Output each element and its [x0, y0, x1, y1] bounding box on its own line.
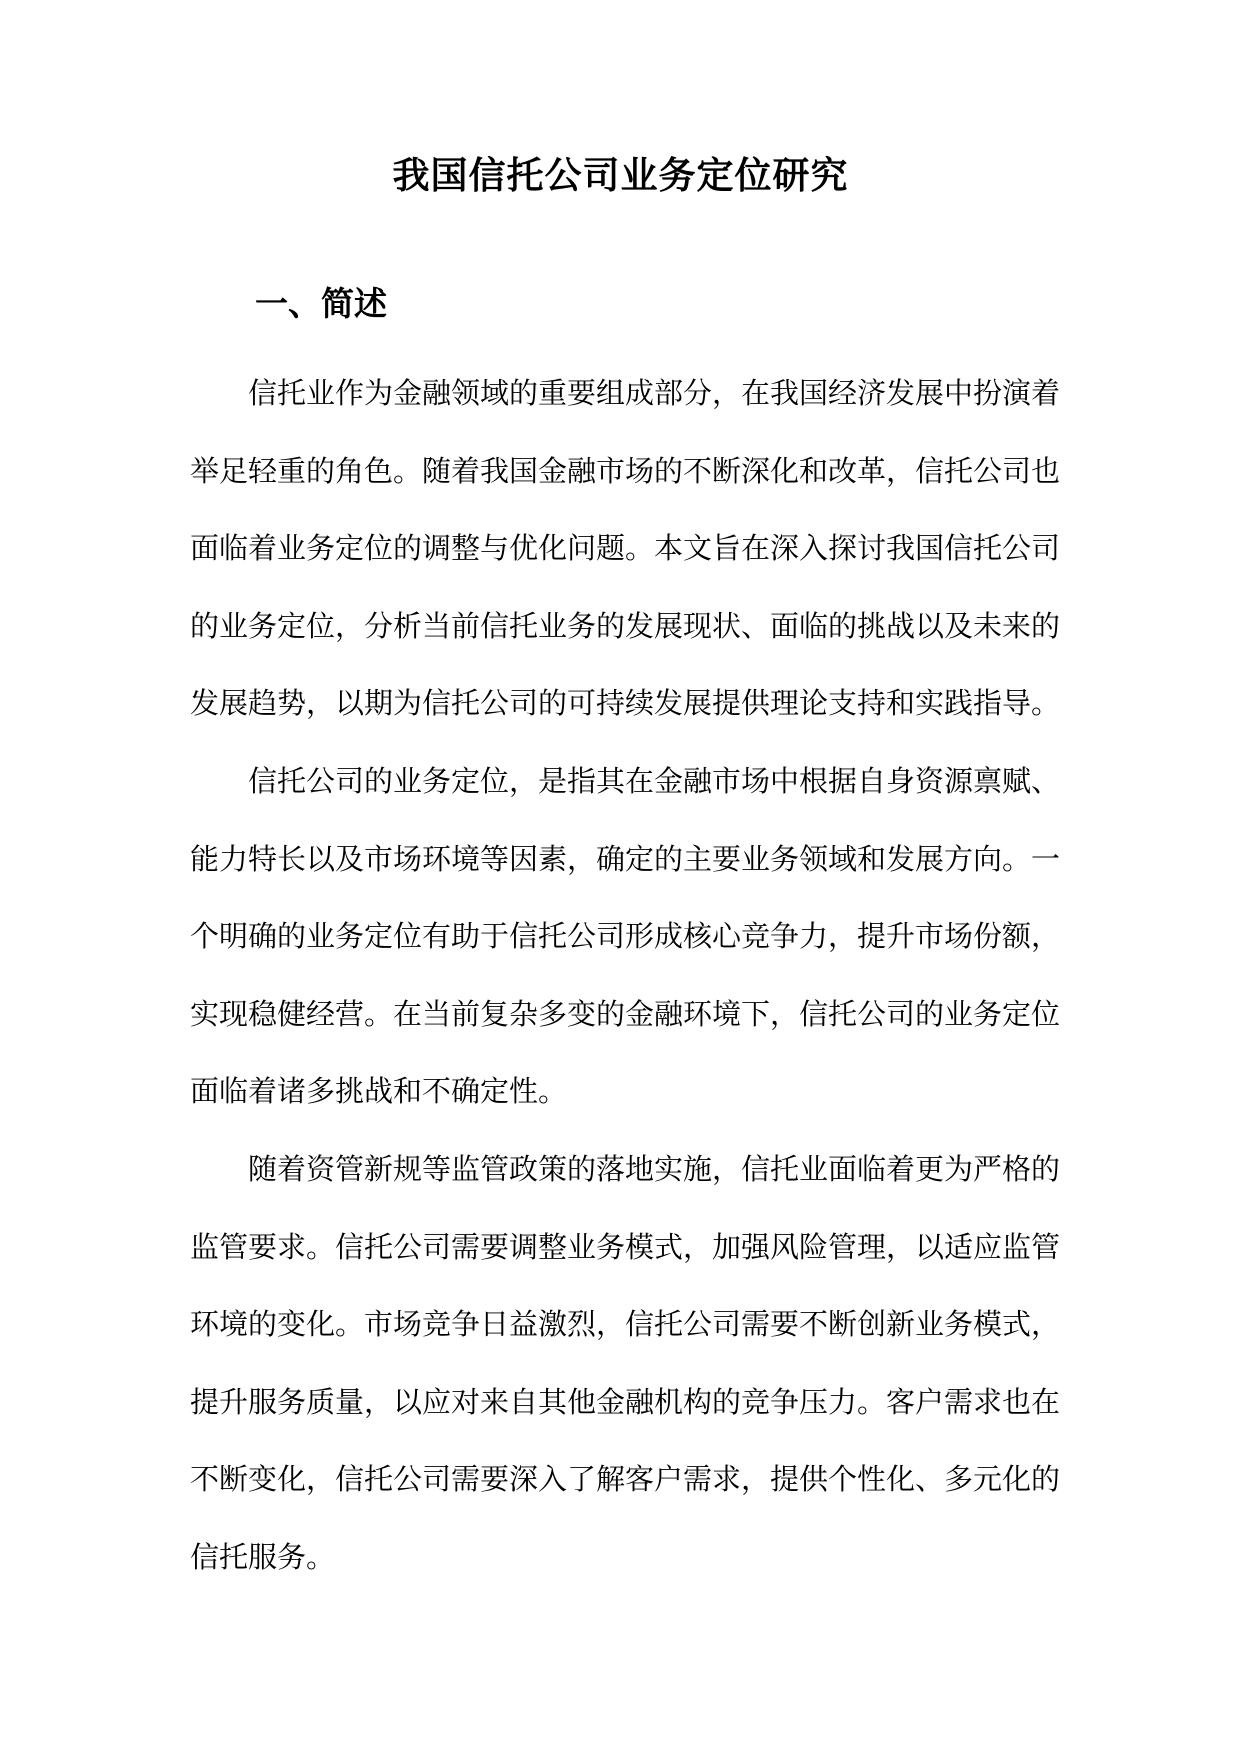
paragraph-3: 随着资管新规等监管政策的落地实施，信托业面临着更为严格的监管要求。信托公司需要调整业务模式，加强风险管理，以适应监管环境的变化。市场竞争日益激烈，信托公司需要不断创新业务模式，提升服务质量，以应对来自其他金融机构的竞争压力。客户需求也在不断变化，信托公司需要深入了解客户需求，提供个性化、多元化的信托服务。	[190, 1152, 1061, 1574]
section-heading: 一、简述	[255, 284, 387, 323]
document-title: 我国信托公司业务定位研究	[392, 153, 849, 197]
paragraph-1: 信托业作为金融领域的重要组成部分，在我国经济发展中扮演着举足轻重的角色。随着我国金融市场的不断深化和改革，信托公司也面临着业务定位的调整与优化问题。本文旨在深入探讨我国信托公司的业务定位，分析当前信托业务的发展现状、面临的挑战以及未来的发展趋势，以期为信托公司的可持续发展提供理论支持和实践指导。	[190, 376, 1061, 721]
paragraph-2: 信托公司的业务定位，是指其在金融市场中根据自身资源禀赋、能力特长以及市场环境等因素，确定的主要业务领域和发展方向。一个明确的业务定位有助于信托公司形成核心竞争力，提升市场份额，实现稳健经营。在当前复杂多变的金融环境下，信托公司的业务定位面临着诸多挑战和不确定性。	[190, 764, 1061, 1109]
